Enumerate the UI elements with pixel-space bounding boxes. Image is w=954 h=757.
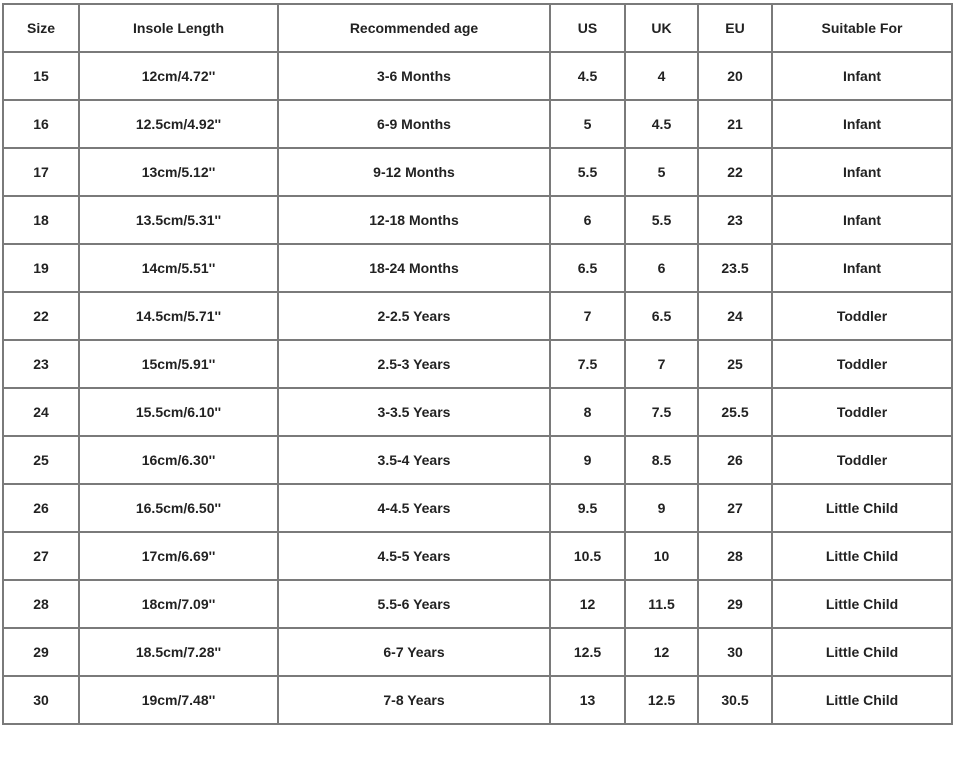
cell-size: 27 bbox=[3, 532, 79, 580]
cell-insole-length: 14.5cm/5.71'' bbox=[79, 292, 278, 340]
table-row bbox=[3, 52, 952, 100]
cell-size: 17 bbox=[3, 148, 79, 196]
header-recommended-age: Recommended age bbox=[278, 4, 550, 52]
cell-eu: 25.5 bbox=[698, 388, 772, 436]
cell-uk: 12.5 bbox=[625, 676, 698, 724]
cell-size: 18 bbox=[3, 196, 79, 244]
cell-eu: 24 bbox=[698, 292, 772, 340]
cell-insole-length: 19cm/7.48'' bbox=[79, 676, 278, 724]
cell-uk: 5.5 bbox=[625, 196, 698, 244]
cell-suitable-for: Infant bbox=[772, 52, 952, 100]
cell-eu: 30.5 bbox=[698, 676, 772, 724]
cell-insole-length: 16.5cm/6.50'' bbox=[79, 484, 278, 532]
cell-uk: 8.5 bbox=[625, 436, 698, 484]
cell-us: 12.5 bbox=[550, 628, 625, 676]
cell-size: 22 bbox=[3, 292, 79, 340]
cell-recommended-age: 5.5-6 Years bbox=[278, 580, 550, 628]
cell-suitable-for: Little Child bbox=[772, 484, 952, 532]
cell-insole-length: 18.5cm/7.28'' bbox=[79, 628, 278, 676]
table-row bbox=[3, 436, 952, 484]
cell-insole-length: 18cm/7.09'' bbox=[79, 580, 278, 628]
cell-eu: 30 bbox=[698, 628, 772, 676]
table-row bbox=[3, 100, 952, 148]
cell-recommended-age: 3-6 Months bbox=[278, 52, 550, 100]
cell-eu: 28 bbox=[698, 532, 772, 580]
cell-us: 7.5 bbox=[550, 340, 625, 388]
cell-insole-length: 12cm/4.72'' bbox=[79, 52, 278, 100]
size-chart bbox=[2, 3, 951, 725]
cell-eu: 29 bbox=[698, 580, 772, 628]
cell-recommended-age: 4-4.5 Years bbox=[278, 484, 550, 532]
cell-eu: 27 bbox=[698, 484, 772, 532]
cell-eu: 26 bbox=[698, 436, 772, 484]
header-suitable-for: Suitable For bbox=[772, 4, 952, 52]
cell-eu: 23 bbox=[698, 196, 772, 244]
cell-us: 13 bbox=[550, 676, 625, 724]
table-row bbox=[3, 292, 952, 340]
cell-recommended-age: 4.5-5 Years bbox=[278, 532, 550, 580]
cell-suitable-for: Little Child bbox=[772, 532, 952, 580]
cell-recommended-age: 7-8 Years bbox=[278, 676, 550, 724]
cell-size: 25 bbox=[3, 436, 79, 484]
cell-size: 15 bbox=[3, 52, 79, 100]
table-row bbox=[3, 532, 952, 580]
cell-uk: 10 bbox=[625, 532, 698, 580]
cell-us: 12 bbox=[550, 580, 625, 628]
cell-insole-length: 13cm/5.12'' bbox=[79, 148, 278, 196]
cell-insole-length: 15cm/5.91'' bbox=[79, 340, 278, 388]
cell-eu: 21 bbox=[698, 100, 772, 148]
cell-us: 9 bbox=[550, 436, 625, 484]
cell-uk: 6.5 bbox=[625, 292, 698, 340]
cell-eu: 25 bbox=[698, 340, 772, 388]
cell-suitable-for: Toddler bbox=[772, 340, 952, 388]
cell-size: 29 bbox=[3, 628, 79, 676]
table-header-row bbox=[3, 4, 952, 52]
cell-eu: 22 bbox=[698, 148, 772, 196]
table-row bbox=[3, 676, 952, 724]
cell-uk: 4 bbox=[625, 52, 698, 100]
cell-suitable-for: Infant bbox=[772, 196, 952, 244]
table-row bbox=[3, 148, 952, 196]
cell-us: 6 bbox=[550, 196, 625, 244]
cell-suitable-for: Infant bbox=[772, 100, 952, 148]
table-row bbox=[3, 388, 952, 436]
cell-insole-length: 14cm/5.51'' bbox=[79, 244, 278, 292]
cell-size: 24 bbox=[3, 388, 79, 436]
cell-us: 5.5 bbox=[550, 148, 625, 196]
cell-recommended-age: 3.5-4 Years bbox=[278, 436, 550, 484]
table-body bbox=[3, 52, 952, 724]
cell-recommended-age: 2-2.5 Years bbox=[278, 292, 550, 340]
cell-us: 8 bbox=[550, 388, 625, 436]
cell-eu: 20 bbox=[698, 52, 772, 100]
cell-uk: 12 bbox=[625, 628, 698, 676]
cell-suitable-for: Little Child bbox=[772, 628, 952, 676]
table-row bbox=[3, 580, 952, 628]
cell-us: 6.5 bbox=[550, 244, 625, 292]
cell-recommended-age: 6-7 Years bbox=[278, 628, 550, 676]
header-insole-length: Insole Length bbox=[79, 4, 278, 52]
cell-insole-length: 15.5cm/6.10'' bbox=[79, 388, 278, 436]
table-row bbox=[3, 196, 952, 244]
cell-recommended-age: 9-12 Months bbox=[278, 148, 550, 196]
cell-uk: 5 bbox=[625, 148, 698, 196]
cell-uk: 9 bbox=[625, 484, 698, 532]
cell-recommended-age: 6-9 Months bbox=[278, 100, 550, 148]
table-row bbox=[3, 340, 952, 388]
cell-size: 19 bbox=[3, 244, 79, 292]
cell-us: 10.5 bbox=[550, 532, 625, 580]
table-row bbox=[3, 628, 952, 676]
cell-size: 23 bbox=[3, 340, 79, 388]
cell-size: 16 bbox=[3, 100, 79, 148]
cell-suitable-for: Infant bbox=[772, 148, 952, 196]
cell-suitable-for: Little Child bbox=[772, 676, 952, 724]
header-us: US bbox=[550, 4, 625, 52]
header-uk: UK bbox=[625, 4, 698, 52]
cell-suitable-for: Toddler bbox=[772, 436, 952, 484]
cell-suitable-for: Infant bbox=[772, 244, 952, 292]
cell-us: 7 bbox=[550, 292, 625, 340]
cell-uk: 6 bbox=[625, 244, 698, 292]
cell-us: 5 bbox=[550, 100, 625, 148]
cell-uk: 11.5 bbox=[625, 580, 698, 628]
cell-insole-length: 12.5cm/4.92'' bbox=[79, 100, 278, 148]
cell-uk: 7.5 bbox=[625, 388, 698, 436]
header-eu: EU bbox=[698, 4, 772, 52]
cell-recommended-age: 3-3.5 Years bbox=[278, 388, 550, 436]
cell-recommended-age: 2.5-3 Years bbox=[278, 340, 550, 388]
cell-insole-length: 17cm/6.69'' bbox=[79, 532, 278, 580]
cell-us: 9.5 bbox=[550, 484, 625, 532]
cell-uk: 4.5 bbox=[625, 100, 698, 148]
cell-recommended-age: 18-24 Months bbox=[278, 244, 550, 292]
size-chart-table bbox=[2, 3, 953, 725]
cell-uk: 7 bbox=[625, 340, 698, 388]
cell-size: 30 bbox=[3, 676, 79, 724]
cell-insole-length: 16cm/6.30'' bbox=[79, 436, 278, 484]
header-size: Size bbox=[3, 4, 79, 52]
cell-suitable-for: Toddler bbox=[772, 292, 952, 340]
cell-suitable-for: Toddler bbox=[772, 388, 952, 436]
cell-size: 28 bbox=[3, 580, 79, 628]
table-row bbox=[3, 244, 952, 292]
table-row bbox=[3, 484, 952, 532]
cell-us: 4.5 bbox=[550, 52, 625, 100]
cell-recommended-age: 12-18 Months bbox=[278, 196, 550, 244]
cell-suitable-for: Little Child bbox=[772, 580, 952, 628]
cell-eu: 23.5 bbox=[698, 244, 772, 292]
cell-size: 26 bbox=[3, 484, 79, 532]
cell-insole-length: 13.5cm/5.31'' bbox=[79, 196, 278, 244]
